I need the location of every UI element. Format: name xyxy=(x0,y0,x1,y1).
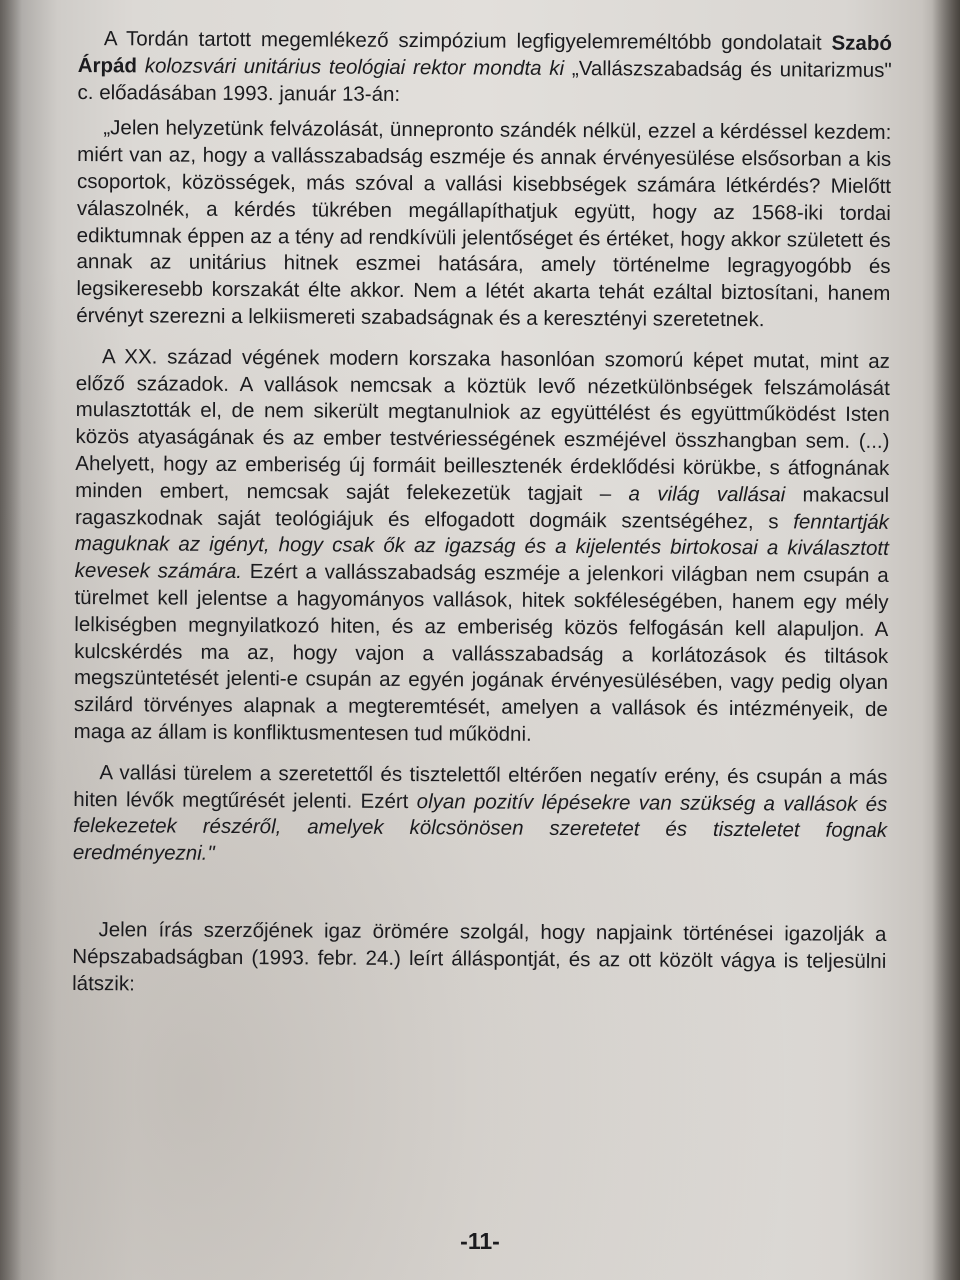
quote-3-italic: olyan pozitív lépésekre van szükség a vallások és felekezetek részéről, amelyek kölcsönösen szeretetet és tiszteletet fognak eredményezni." xyxy=(72,789,888,865)
body-text xyxy=(72,26,892,1002)
quote-2-text-a: A XX. század végének modern korszaka hasonlóan szomorú képet mutat, mint az előző századok. A vallások nemcsak a köztük levő nézetkülönbségek felszámolását mulasztották el, de nem sikerült megtanulniok az együttélést és együttműködést Isten közös atyaságának és az ember testvériességének eszméjével összhangban sem. (...) Ahelyett, hogy az emberiség új formáit beillesztenék érdeklődési körükbe, s átfognának minden embert, nemcsak saját felekezetük tagjait – xyxy=(75,344,891,506)
quote-2-italic-a: a világ vallásai xyxy=(628,482,786,507)
paragraph-closing xyxy=(72,917,886,1002)
quote-2-text-c: Ezért a vallásszabadság eszméje a jelenkori világban nem csupán a türelmet kell jelentse a hagyományos vallások, hitek sokféleségében, hanem egy mély lelkiségben megnyilatkozó hiten, és az emberiség közös felfogásán kell alapuljon. A kulcskérdés ma az, hogy vajon a vallásszabadság a korlátozások és tiltások megszüntetését jelenti-e csupán az egyén jogának érvényesülésében, vagy pedig olyan szilárd törvényes alapnak a megteremtését, amelyen a vallások és intézményeik, de maga az állam is konfliktusmentesen tud működni. xyxy=(73,560,889,746)
paragraph-intro xyxy=(78,26,892,111)
quote-3-text: A vallási türelem a szeretettől és tisztelettől eltérően negatív erény, és csupán a más hiten lévők megtűrését jelenti. Ezért xyxy=(73,760,888,813)
lecture-reference: „Vallászszabadság és unitarizmus" c. előadásában 1993. január 13-án: xyxy=(77,56,892,106)
intro-text: A Tordán tartott megemlékező szimpózium legfigyelemreméltóbb gondolatait xyxy=(103,27,832,55)
closing-text: Jelen írás szerzőjének igaz örömére szolgál, hogy napjaink történései igazolják a Népszabadságban (1993. febr. 24.) leírt álláspontját, és az ott közölt vágya is teljesülni látszik: xyxy=(72,918,887,995)
quote-2-italic-b: fenntartják maguknak az igényt, hogy csak ők az igazság és a kijelentés birtokosai a kiválasztott kevesek számára. xyxy=(74,509,890,584)
page-shadow-left xyxy=(0,0,22,1280)
paragraph-quote-3 xyxy=(73,760,888,872)
paragraph-quote-1 xyxy=(76,115,891,334)
author-title: kolozsvári unitárius teológiai rektor mondta ki xyxy=(136,54,565,80)
page-shadow-right xyxy=(932,0,960,1280)
quote-2-text-b: makacsul ragaszkodnak saját teológiájuk és elfogadott dogmáik szentségéhez, s xyxy=(74,483,890,533)
page-number: -11- xyxy=(460,1228,500,1254)
quote-1-text: „Jelen helyzetünk felvázolását, ünnepronto szándék nélkül, ezzel a kérdéssel kezdem: miért van az, hogy a vallásszabadság eszméje és annak érvényesülése elsősorban a kis csoportok, közösségek, más szóval a vallási kisebbségek számára létkérdés? Mielőtt válaszolnék, a kérdés tükrében megállapíthatjuk együtt, hogy az 1568-iki tordai ediktumnak éppen az a tény ad rendkívüli jelentőséget és értéket, hogy akkor született és annak az unitárius hitnek eszmei hatására, amely történelme legragyogóbb és legsikeresebb korszakát élte akkor. Nem a létét akarta tehát ezáltal biztosítani, hanem érvényt szerezni a lelkiismereti szabadságnak és a keresztényi szeretetnek. xyxy=(76,116,892,332)
paragraph-quote-2 xyxy=(74,344,890,751)
author-name: Szabó Árpád xyxy=(77,31,892,78)
